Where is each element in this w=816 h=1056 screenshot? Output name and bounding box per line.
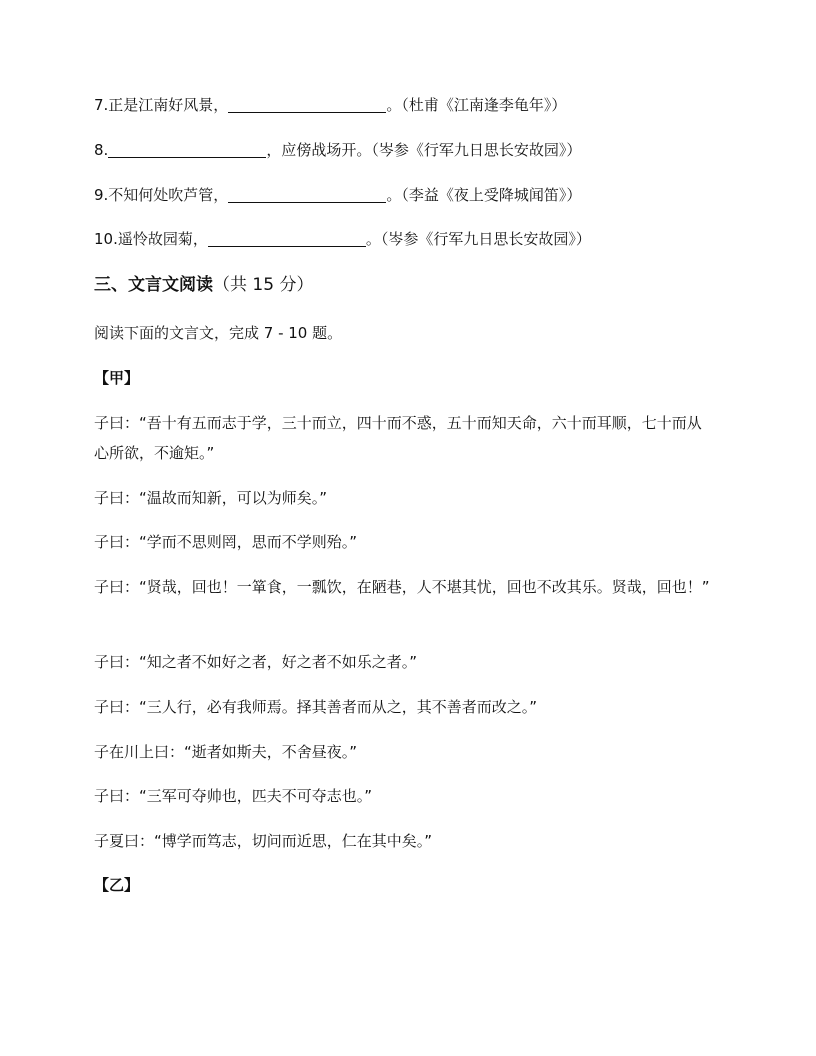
- question-suffix: ，应傍战场开。（岑参《行军九日思长安故园》）: [266, 141, 582, 159]
- question-prefix: 7.正是江南好风景，: [94, 96, 229, 114]
- answer-blank[interactable]: [228, 186, 386, 203]
- question-prefix: 10.遥怜故园菊，: [94, 230, 208, 248]
- answer-blank[interactable]: [208, 230, 366, 247]
- passage-paragraph: 子曰：“贤哉，回也！一箪食，一瓢饮，在陋巷，人不堪其忧，回也不改其乐。贤哉，回也！”: [94, 578, 710, 596]
- instruction-text: 阅读下面的文言文，完成 7 - 10 题。: [94, 324, 343, 342]
- passage-paragraph: 子在川上曰：“逝者如斯夫，不舍昼夜。”: [94, 743, 358, 761]
- passage-paragraph: 子曰：“三人行，必有我师焉。择其善者而从之，其不善者而改之。”: [94, 698, 538, 716]
- answer-blank[interactable]: [228, 96, 386, 113]
- passage-paragraph: 子曰：“三军可夺帅也，匹夫不可夺志也。”: [94, 787, 373, 805]
- section-title: 三、文言文阅读: [94, 275, 213, 295]
- poem-question-7: [94, 90, 716, 120]
- label-yi: 【乙】: [94, 876, 140, 894]
- poem-question-10: [94, 224, 716, 254]
- passage-paragraph: 子曰：“学而不思则罔，思而不学则殆。”: [94, 533, 358, 551]
- poem-question-9: [94, 180, 716, 210]
- passage-paragraph: 子夏曰：“博学而笃志，切问而近思，仁在其中矣。”: [94, 832, 433, 850]
- poem-question-8: [94, 135, 716, 165]
- label-jia: 【甲】: [94, 369, 140, 387]
- section-heading: [94, 270, 716, 300]
- passage-paragraph: 子曰：“吾十有五而志于学，三十而立，四十而不惑，五十而知天命，六十而耳顺，七十而从心所欲，不逾矩。”: [94, 414, 702, 462]
- answer-blank[interactable]: [108, 141, 266, 158]
- question-suffix: 。（李益《夜上受降城闻笛》）: [386, 186, 582, 204]
- section-score: （共 15 分）: [213, 275, 314, 295]
- question-suffix: 。（杜甫《江南逢李龟年》）: [386, 96, 567, 114]
- passage-paragraph: 子曰：“知之者不如好之者，好之者不如乐之者。”: [94, 653, 418, 671]
- question-prefix: 9.不知何处吹芦管，: [94, 186, 229, 204]
- question-suffix: 。（岑参《行军九日思长安故园》）: [365, 230, 591, 248]
- question-prefix: 8.: [94, 141, 109, 159]
- passage-paragraph: 子曰：“温故而知新，可以为师矣。”: [94, 489, 328, 507]
